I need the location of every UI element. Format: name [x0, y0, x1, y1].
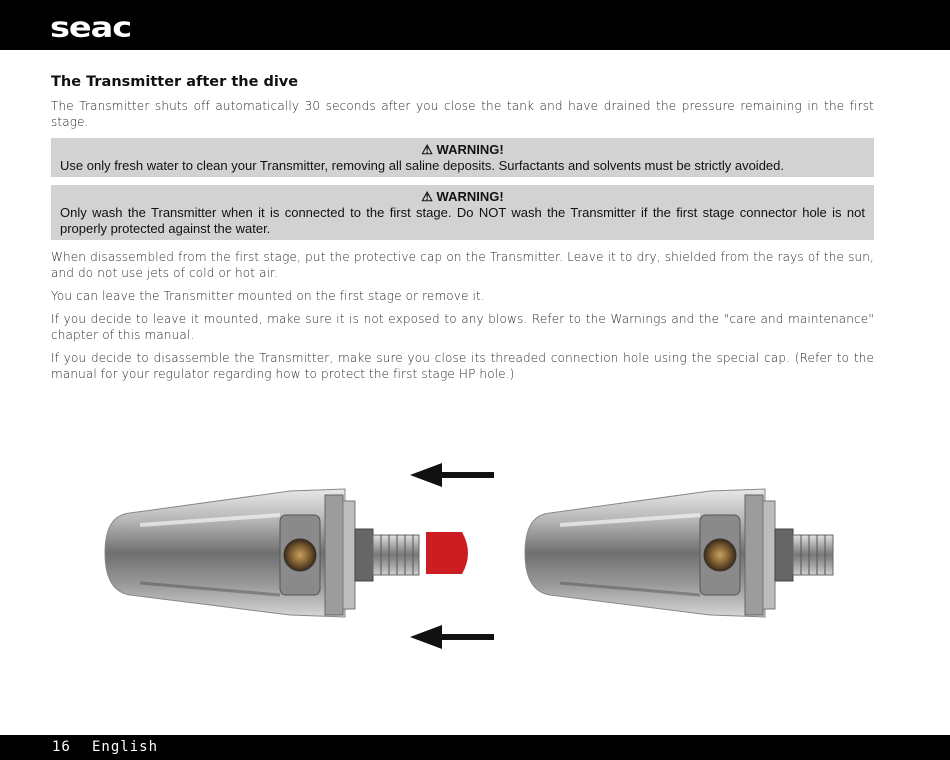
intro-paragraph: The Transmitter shuts off automatically 30 seconds after you close the tank and have drained the pressure remaining in the first stage. [51, 99, 874, 129]
transmitter-right-image [525, 489, 833, 617]
language-label: English [92, 739, 159, 755]
thread-left [373, 535, 419, 575]
transmitter-cap-illustration [100, 455, 850, 655]
warning-box-1 [51, 138, 874, 177]
arrow-bottom-left-icon [410, 625, 494, 649]
page-content [51, 72, 874, 382]
warning-title-2: ⚠ WARNING! [421, 189, 504, 204]
thread-right [793, 535, 833, 575]
warning-text-1: Use only fresh water to clean your Transmitter, removing all saline deposits. Surfactants and solvents must be strictly avoided. [60, 158, 785, 173]
protective-cap-icon [426, 532, 468, 574]
svg-text:seac: seac [50, 12, 132, 41]
seac-logo [50, 11, 160, 41]
page-number: 16 [52, 739, 71, 755]
paragraph-leave-mounted: If you decide to leave it mounted, make sure it is not exposed to any blows. Refer to the Warnings and the "care and maintenance" chapter of this manual. [51, 312, 874, 342]
paragraph-dry: When disassembled from the first stage, put the protective cap on the Transmitter. Leave it to dry, shielded from the rays of the sun, and do not use jets of cold or hot air. [51, 250, 874, 280]
paragraph-disassemble: If you decide to disassemble the Transmitter, make sure you close its threaded connection hole using the special cap. (Refer to the manual for your regulator regarding how to protect the first stage HP hole.) [51, 351, 874, 381]
arrow-top-left-icon [410, 463, 494, 487]
transmitter-left-image [105, 489, 419, 617]
header-bar [0, 0, 950, 50]
paragraph-mounted-option: You can leave the Transmitter mounted on the first stage or remove it. [51, 289, 485, 303]
warning-title-1: ⚠ WARNING! [421, 142, 504, 157]
warning-text-2: Only wash the Transmitter when it is connected to the first stage. Do NOT wash the Transmitter if the first stage connector hole is not properly protected against the water. [60, 205, 865, 236]
footer-bar [0, 735, 950, 760]
section-title: The Transmitter after the dive [51, 74, 299, 90]
warning-box-2 [51, 185, 874, 240]
